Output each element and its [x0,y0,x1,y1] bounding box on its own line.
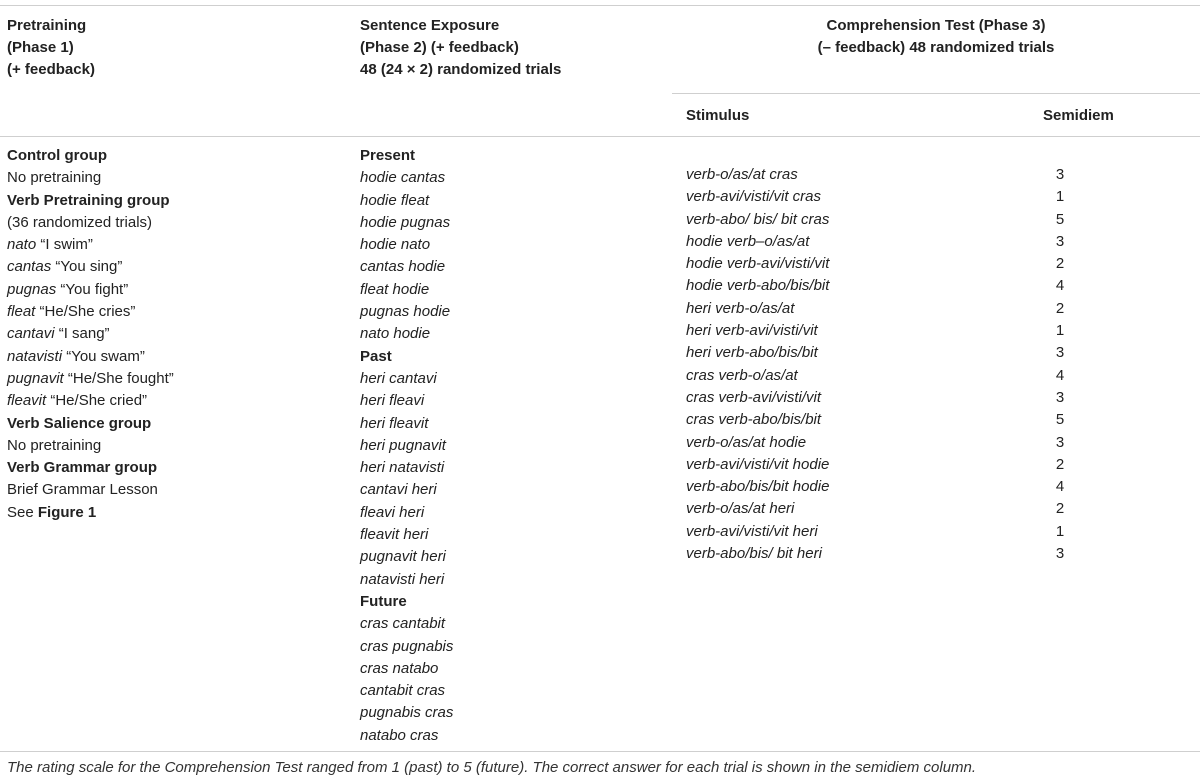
gloss: “I swim” [36,236,93,254]
header-stimulus: Stimulus [686,107,750,124]
stimulus-column [686,164,829,565]
semidiem-cell: 3 [1055,388,1065,406]
sentence-item: heri fleavi [360,392,425,410]
stimulus-cell: verb-abo/bis/bit hodie [686,478,830,496]
stimulus-cell: hodie verb-avi/visti/vit [686,255,830,273]
semidiem-cell: 5 [1055,210,1065,228]
sentence-item: heri natavisti [360,459,445,477]
stimulus-cell: hodie verb–o/as/at [686,232,810,250]
latin-word: fleavit [7,392,47,410]
group-note: No pretraining [7,169,102,187]
header-line: 48 (24 × 2) randomized trials [360,61,562,78]
stimulus-cell: verb-avi/visti/vit heri [686,522,818,540]
stimulus-cell: verb-o/as/at cras [686,166,798,183]
header-line: (Phase 1) [7,39,74,56]
sentence-item: pugnavit heri [360,548,446,566]
group-note: (36 randomized trials) [7,213,153,231]
header-line: (+ feedback) [7,61,95,78]
header-pretraining [7,15,95,81]
gloss: “I sang” [54,325,110,343]
gloss: “He/She cried” [46,392,148,410]
semidiem-cell: 1 [1055,188,1065,206]
latin-word: cantavi [7,325,55,343]
header-line: (Phase 2) (+ feedback) [360,39,519,56]
header-line: Sentence Exposure [360,17,500,34]
sentence-item: cras cantabit [360,615,446,633]
sentence-item: fleavi heri [360,503,425,521]
semidiem-cell: 4 [1055,478,1065,496]
latin-word: pugnas [7,280,57,298]
sentence-item: pugnas hodie [360,303,451,321]
sentence-exposure-column [360,145,453,747]
group-label: Verb Grammar group [7,459,158,477]
semidiem-cell: 5 [1055,411,1065,429]
stimulus-cell: hodie verb-abo/bis/bit [686,277,830,295]
see-prefix: See [7,503,38,521]
stimulus-cell: heri verb-o/as/at [686,299,795,317]
semidiem-cell: 3 [1055,344,1065,362]
table-bottom-rule [0,751,1200,752]
pretraining-column [7,145,174,524]
sentence-item: fleat hodie [360,280,430,298]
semidiem-cell: 3 [1055,166,1065,183]
pretraining-example [7,390,174,412]
semidiem-cell: 1 [1055,522,1065,540]
stimulus-cell: heri verb-abo/bis/bit [686,344,818,362]
semidiem-cell: 2 [1055,255,1065,273]
stimulus-cell: verb-o/as/at hodie [686,433,807,451]
semidiem-cell: 1 [1055,322,1065,340]
header-comprehension-test [672,15,1200,59]
sentence-item: hodie cantas [360,169,446,187]
header-line: Comprehension Test (Phase 3) [826,17,1046,34]
stimulus-cell: verb-abo/ bis/ bit cras [686,210,830,228]
table-caption: The rating scale for the Comprehension Test ranged from 1 (past) to 5 (future). The correct answer for each trial is shown in the semidiem column. [7,759,977,776]
tense-label: Past [360,347,392,365]
latin-word: cantas [7,258,52,276]
semidiem-column [1000,164,1120,565]
header-semidiem: Semidiem [1043,107,1114,124]
tense-label: Future [360,592,407,610]
header-sentence-exposure [360,15,561,81]
sentence-item: cantas hodie [360,258,446,276]
sentence-item: heri cantavi [360,369,437,387]
group-label: Verb Pretraining group [7,191,170,209]
group-label: Control group [7,147,107,164]
sentence-item: cantavi heri [360,481,437,499]
comprehension-subheader-rule [672,93,1200,94]
semidiem-cell: 4 [1055,277,1065,295]
header-line: (– feedback) 48 randomized trials [817,39,1055,56]
pretraining-example [7,346,174,368]
stimulus-cell: cras verb-avi/visti/vit [686,388,822,406]
stimulus-cell: cras verb-o/as/at [686,366,798,384]
sentence-item: cras pugnabis [360,637,454,655]
sentence-item: cras natabo [360,659,439,677]
pretraining-example [7,256,174,278]
group-label: Verb Salience group [7,414,152,432]
stimulus-cell: verb-abo/bis/ bit heri [686,545,822,563]
tense-label: Present [360,147,416,164]
pretraining-example [7,279,174,301]
pretraining-example [7,301,174,323]
gloss: “He/She cries” [35,303,136,321]
table-top-rule [0,5,1200,6]
sentence-item: natavisti heri [360,570,445,588]
latin-word: pugnavit [7,369,64,387]
pretraining-example [7,323,174,345]
semidiem-cell: 3 [1055,433,1065,451]
sentence-item: heri pugnavit [360,436,446,454]
pretraining-example [7,368,174,390]
latin-word: nato [7,236,37,254]
gloss: “You fight” [56,280,129,298]
sentence-item: hodie fleat [360,191,430,209]
figure-reference [7,502,174,524]
stimulus-cell: verb-o/as/at heri [686,500,795,518]
stimulus-cell: cras verb-abo/bis/bit [686,411,822,429]
stimulus-cell: verb-avi/visti/vit cras [686,188,822,206]
semidiem-cell: 2 [1055,299,1065,317]
semidiem-cell: 3 [1055,232,1065,250]
gloss: “He/She fought” [63,369,174,387]
pretraining-example [7,234,174,256]
sentence-item: hodie pugnas [360,213,451,231]
header-bottom-rule [0,136,1200,137]
sentence-item: hodie nato [360,236,431,254]
sentence-item: fleavit heri [360,526,429,544]
semidiem-cell: 4 [1055,366,1065,384]
figure-link[interactable]: Figure 1 [37,503,97,521]
gloss: “You swam” [62,347,145,365]
stimulus-cell: heri verb-avi/visti/vit [686,322,818,340]
sentence-item: natabo cras [360,726,439,744]
group-note: No pretraining [7,436,102,454]
semidiem-cell: 2 [1055,455,1065,473]
stimulus-cell: verb-avi/visti/vit hodie [686,455,830,473]
gloss: “You sing” [51,258,123,276]
latin-word: fleat [7,303,36,321]
sentence-item: heri fleavit [360,414,429,432]
latin-word: natavisti [7,347,63,365]
group-note: Brief Grammar Lesson [7,481,158,499]
semidiem-cell: 3 [1055,545,1065,563]
sentence-item: pugnabis cras [360,704,454,722]
header-line: Pretraining [7,17,87,34]
sentence-item: cantabit cras [360,682,446,700]
semidiem-cell: 2 [1055,500,1065,518]
sentence-item: nato hodie [360,325,431,343]
